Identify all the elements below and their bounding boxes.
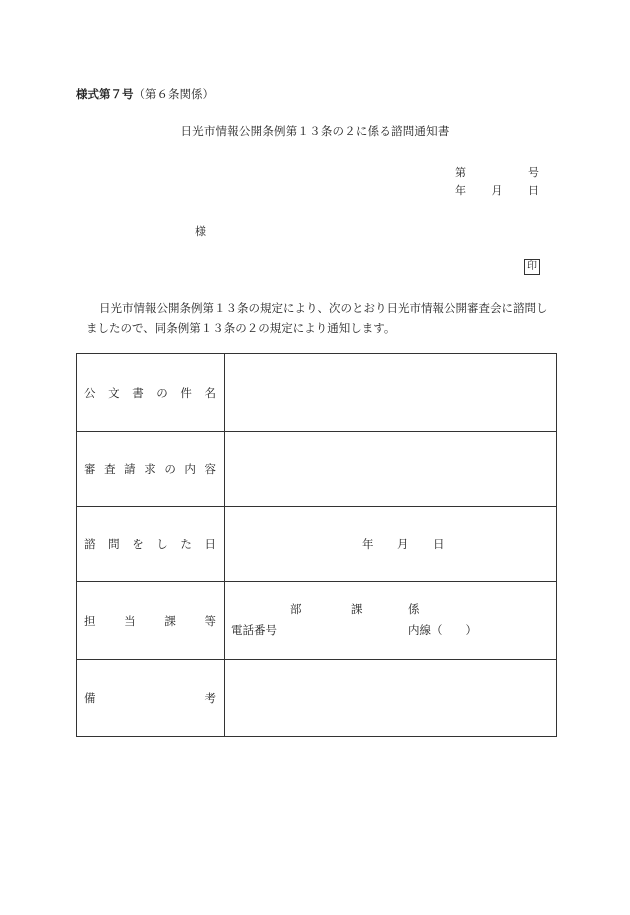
table-row-document-name [77,354,557,432]
row-label-char: 考 [204,691,216,705]
seal-mark: 印 [524,259,540,275]
row-label-char: 担 [84,613,96,628]
row-label-char: 備 [84,691,96,705]
table-row-department [77,582,557,660]
value-department [225,582,557,660]
row-label-char: 求 [144,462,156,476]
form-label [76,86,214,102]
document-number [455,164,539,180]
label-department [77,582,225,660]
value-consultation-date [225,507,557,582]
body-text: 日光市情報公開条例第１３条の規定により、次のとおり日光市情報公開審査会に諮問しましたので、同条例第１３条の２の規定により通知します。 [86,301,548,335]
form-number: 様式第７号 [76,87,134,101]
consult-day: 日 [433,537,445,551]
date-year: 年 [455,184,466,197]
date-day: 日 [528,184,539,197]
row-label-char: 当 [124,613,136,628]
consult-year: 年 [362,537,374,551]
row-label-char: の [156,385,168,400]
row-label-char: 審 [84,462,96,476]
dept-kakari: 係 [408,601,420,616]
number-suffix: 号 [528,166,539,179]
row-label-char: 文 [108,385,120,400]
row-label-char: 名 [204,385,216,400]
date-month: 月 [491,184,503,197]
recipient-honorific: 様 [195,225,206,238]
value-document-name [225,354,557,432]
row-label-char: 日 [204,537,216,551]
row-label-char: 査 [104,462,116,476]
row-label-char: 内 [184,462,196,476]
table-row-request-content [77,432,557,507]
row-label-char: し [156,537,168,551]
notification-table [76,353,557,737]
number-prefix: 第 [455,166,466,179]
row-label-char: 容 [204,462,216,476]
row-label-char: 諮 [84,537,96,551]
label-consultation-date [77,507,225,582]
value-request-content [225,432,557,507]
dept-ka: 課 [351,601,363,616]
row-label-char: 課 [164,613,176,628]
row-label-char: 件 [180,385,192,400]
extension-label: 内線（ ） [408,622,477,637]
row-label-char: を [132,537,144,551]
row-label-char: の [164,462,176,476]
row-label-char: 問 [108,537,120,551]
label-request-content [77,432,225,507]
document-title: 日光市情報公開条例第１３条の２に係る諮問通知書 [180,124,450,138]
form-relation: （第６条関係） [133,87,214,101]
row-label-char: 公 [84,385,96,400]
phone-label: 電話番号 [231,622,277,637]
dept-bu: 部 [290,601,302,616]
row-label-char: 等 [204,613,216,628]
table-row-remarks [77,660,557,737]
row-label-char: 書 [132,385,144,400]
row-label-char: た [180,537,192,551]
value-remarks [225,660,557,737]
label-remarks [77,660,225,737]
label-document-name [77,354,225,432]
table-row-consultation-date [77,507,557,582]
consult-month: 月 [397,537,409,551]
document-date [455,182,539,198]
row-label-char: 請 [124,462,136,476]
